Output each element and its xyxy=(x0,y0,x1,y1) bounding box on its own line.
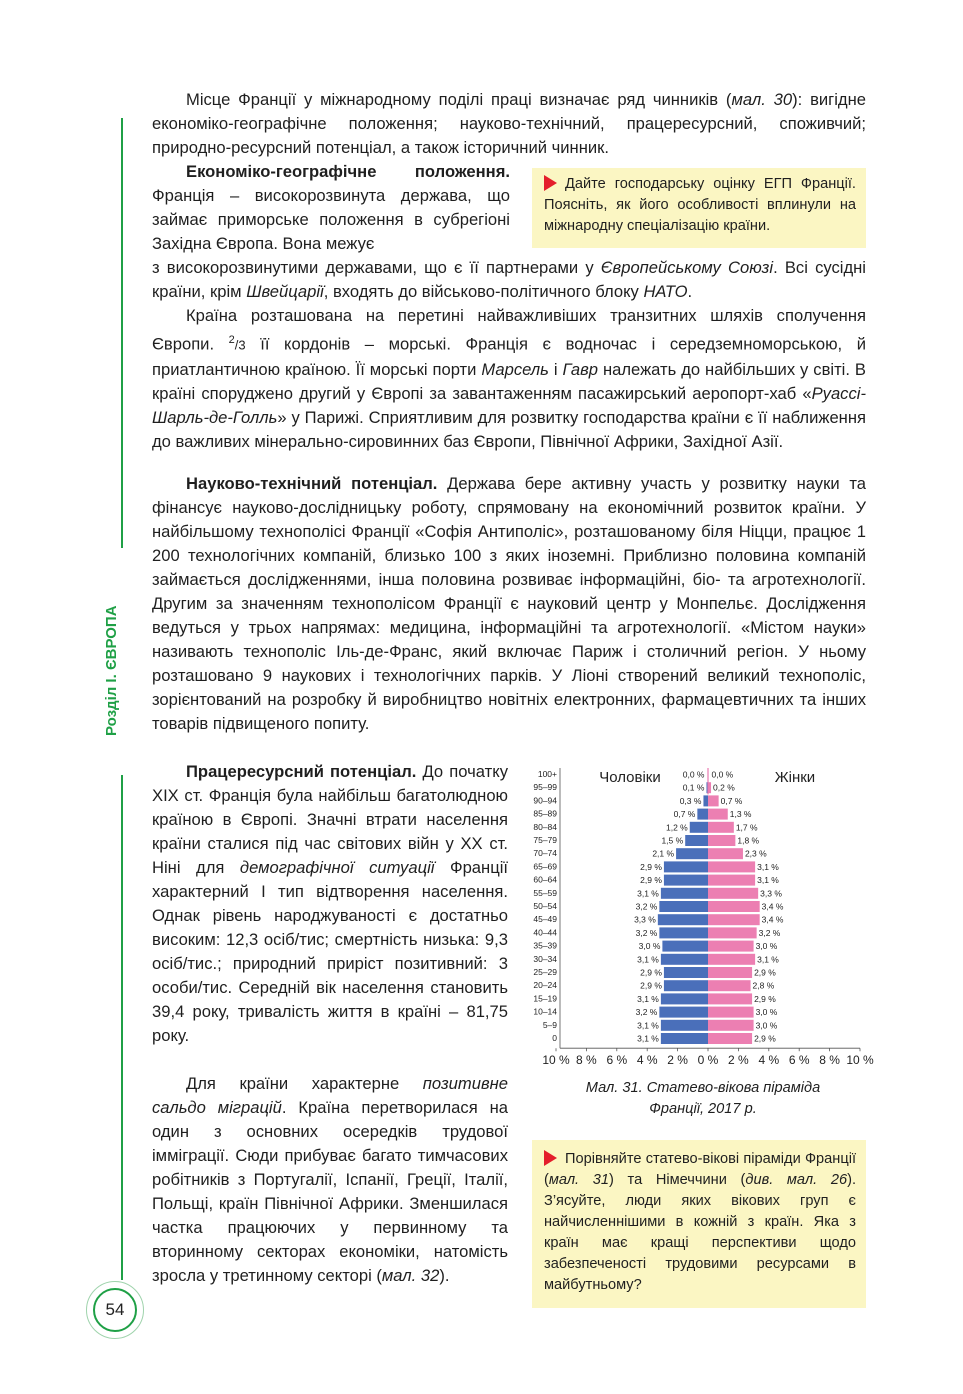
age-group-label: 65–69 xyxy=(533,861,557,872)
bar-women xyxy=(708,848,743,859)
data-label-men: 3,1 % xyxy=(637,993,659,1004)
age-group-label: 20–24 xyxy=(533,980,557,991)
task-callout-egp: Дайте господарську оцінку ЕГП Франції. Поясніть, як його особливості вплинули на міжнародну спеціалізацію країни. xyxy=(532,168,866,248)
x-tick-label: 8 % xyxy=(819,1053,840,1068)
x-tick-label: 8 % xyxy=(576,1053,597,1068)
data-label-women: 1,3 % xyxy=(729,809,752,820)
figure-caption: Мал. 31. Статево-вікова піраміда Франції, 2017 р. xyxy=(585,1080,821,1117)
age-group-label: 80–84 xyxy=(533,821,557,832)
bar-women xyxy=(708,1007,754,1018)
bar-women xyxy=(708,809,728,820)
data-label-women: 2,9 % xyxy=(754,967,776,978)
age-group-label: 60–64 xyxy=(533,874,557,885)
age-group-label: 35–39 xyxy=(533,940,557,951)
bar-women xyxy=(708,835,735,846)
bar-women xyxy=(708,967,752,978)
data-label-women: 0,7 % xyxy=(720,795,743,806)
bar-women xyxy=(708,927,757,938)
data-label-men: 2,9 % xyxy=(640,875,662,886)
data-label-women: 3,2 % xyxy=(758,927,781,938)
bar-women xyxy=(708,993,752,1004)
data-label-men: 3,1 % xyxy=(637,954,659,965)
bar-women xyxy=(708,1020,754,1031)
data-label-women: 1,7 % xyxy=(735,822,758,833)
age-group-label: 95–99 xyxy=(533,782,557,793)
x-tick-label: 2 % xyxy=(667,1053,688,1068)
data-label-men: 3,1 % xyxy=(637,1033,659,1044)
age-group-label: 15–19 xyxy=(533,993,557,1004)
x-tick-label: 2 % xyxy=(728,1053,749,1068)
data-label-women: 3,0 % xyxy=(755,941,778,952)
science-paragraph: Науково-технічний потенціал. Держава бере активну участь у розвитку науки та фінансує науково-дослідницьку роботу, спрямовану на економічний розвиток країни. У найбільшому технополісі Франції «Софія Антиполіс», розташованому біля Ніцци, працює 1 200 технологічних компаній, близько 100 з яких іноземні. Приблизно половина компаній займається дослідженнями, інша половина розвиває інформаційні, біо- та агротехнології. Другим за значенням технополісом Франції є науковий центр у Монпельє. Дослідження ведуться у трьох напрямах: медицина, інформаційні та агротехнології. «Містом науки» називають технополіс Іль-де-Франс, який включає Париж і столичний регіон. У ньому розташовано 9 наукових і технологічних парків. У Ліоні створений великий технополіс, зорієнтований на розробку й виробництво новітніх електронних, фармацевтичних та інших товарів підвищеного попиту. xyxy=(152,474,866,733)
bar-women xyxy=(708,888,758,899)
transit-paragraph: Країна розташована на перетині найважливіших транзитних шляхів сполучення Європи. $^2$/3 її кордонів – морські. Франція є водночас і середземноморською, й приатлантичною країною. Її морські порти Марсель і Гавр належать до найбільших у світі. В країні споруджено другий у Європі за завантаженням пасажирський аеропорт-хаб «Руассі-Шарль-де-Голль» у Парижі. Сприятливим для розвитку господарства країни є її наближення до важливих мінерально-сировинних баз Європи, Північної Африки, Західної Азії. xyxy=(152,306,866,451)
data-label-men: 3,2 % xyxy=(635,901,658,912)
intro-paragraph: Місце Франції у міжнародному поділі праці визначає ряд чинників (мал. 30): вигідне економіко-географічне положення; науково-технічний, працересурсний, споживчий; природно-ресурсний потенціал, а також історичний чинник. xyxy=(152,90,866,157)
data-label-women: 1,8 % xyxy=(737,835,760,846)
data-label-men: 2,9 % xyxy=(640,967,662,978)
data-label-men: 2,1 % xyxy=(652,848,675,859)
data-label-men: 2,9 % xyxy=(640,861,662,872)
bar-men xyxy=(661,1033,708,1044)
data-label-men: 3,1 % xyxy=(637,888,659,899)
legend-label-women: Жінки xyxy=(774,769,816,786)
x-tick-label: 10 % xyxy=(542,1053,570,1068)
data-label-men: 0,1 % xyxy=(682,782,705,793)
play-arrow-icon xyxy=(544,175,557,191)
data-label-women: 3,1 % xyxy=(757,861,779,872)
data-label-women: 2,9 % xyxy=(754,993,776,1004)
age-group-label: 45–49 xyxy=(533,914,557,925)
x-tick-label: 6 % xyxy=(788,1053,810,1068)
data-label-men: 0,3 % xyxy=(679,795,702,806)
data-label-men: 0,7 % xyxy=(673,809,696,820)
data-label-women: 3,1 % xyxy=(757,954,779,965)
bar-women xyxy=(708,875,755,886)
bar-women xyxy=(708,954,755,965)
bar-men xyxy=(661,993,708,1004)
sidebar-rule-top xyxy=(121,118,123,548)
age-group-label: 90–94 xyxy=(533,795,557,806)
bar-women xyxy=(708,861,755,872)
bar-men xyxy=(659,1007,708,1018)
egp-paragraph: Економіко-географічне положення. Франція – високорозвинута держава, що займає приморське положення в субрегіоні Західна Європа. Вона межує xyxy=(152,162,510,253)
x-tick-label: 4 % xyxy=(636,1053,658,1068)
x-tick-label: 6 % xyxy=(606,1053,628,1068)
age-group-label: 10–14 xyxy=(533,1006,557,1017)
bar-women xyxy=(708,1033,752,1044)
age-group-label: 85–89 xyxy=(533,808,557,819)
age-group-label: 100+ xyxy=(537,769,557,779)
bar-men xyxy=(703,795,708,806)
data-label-men: 1,2 % xyxy=(666,822,688,833)
data-label-women: 3,3 % xyxy=(760,888,782,899)
bar-men xyxy=(676,848,708,859)
bar-men xyxy=(659,901,708,912)
data-label-men: 2,9 % xyxy=(640,980,662,991)
egp-continuation: з високорозвинутими державами, що є її партнерами у Європейському Союзі. Всі сусідні країни, крім Швейцарії, входять до військово-політичного блоку НАТО. xyxy=(152,258,866,301)
data-label-men: 3,1 % xyxy=(637,1020,659,1031)
data-label-women: 3,0 % xyxy=(755,1020,778,1031)
bar-men xyxy=(661,1020,708,1031)
data-label-women: 0,0 % xyxy=(711,769,734,780)
bar-men xyxy=(664,980,708,991)
data-label-men: 3,2 % xyxy=(635,1007,658,1018)
play-arrow-icon xyxy=(544,1150,557,1166)
age-group-label: 70–74 xyxy=(533,848,557,859)
age-group-label: 25–29 xyxy=(533,967,557,977)
data-label-women: 3,4 % xyxy=(761,901,784,912)
bar-men xyxy=(661,954,708,965)
bar-women xyxy=(708,980,751,991)
data-label-men: 3,0 % xyxy=(638,941,661,952)
x-tick-label: 0 % xyxy=(697,1053,719,1068)
age-group-label: 30–34 xyxy=(533,953,557,964)
bar-men xyxy=(664,967,708,978)
page-number: 54 xyxy=(93,1288,137,1332)
bar-women xyxy=(708,795,719,806)
data-label-men: 0,0 % xyxy=(682,769,705,780)
population-pyramid-chart xyxy=(525,764,875,1070)
data-label-women: 2,8 % xyxy=(752,980,775,991)
data-label-men: 3,2 % xyxy=(635,927,658,938)
bar-men xyxy=(697,809,708,820)
bar-men xyxy=(658,914,708,925)
bar-men xyxy=(664,875,708,886)
task-callout-compare: Порівняйте статево-вікові піраміди Франції (мал. 31) та Німеччини (див. мал. 26). З’ясуйте, люди яких вікових груп є найчисленнішими в кожній з країн. Яка з країн має кращі перспективи щодо забезпеченості трудовими ресурсами в майбутньому? xyxy=(532,1140,866,1308)
bar-women xyxy=(708,914,760,925)
data-label-men: 3,3 % xyxy=(634,914,656,925)
bar-men xyxy=(685,835,708,846)
age-group-label: 75–79 xyxy=(533,835,557,845)
bar-women xyxy=(708,901,760,912)
data-label-women: 2,9 % xyxy=(754,1033,776,1044)
age-group-label: 50–54 xyxy=(533,901,557,911)
bar-men xyxy=(659,927,708,938)
data-label-women: 3,0 % xyxy=(755,1007,778,1018)
bar-men xyxy=(662,941,708,952)
bar-men xyxy=(664,861,708,872)
bar-men xyxy=(661,888,708,899)
age-group-label: 5–9 xyxy=(542,1019,557,1030)
legend-label-men: Чоловіки xyxy=(599,769,661,786)
data-label-women: 2,3 % xyxy=(744,848,767,859)
age-group-label: 0 xyxy=(552,1033,557,1043)
data-label-women: 3,4 % xyxy=(761,914,784,925)
data-label-women: 0,2 % xyxy=(713,782,735,793)
x-tick-label: 4 % xyxy=(758,1053,780,1068)
bar-men xyxy=(690,822,708,833)
data-label-women: 3,1 % xyxy=(757,875,779,886)
bar-women xyxy=(708,941,754,952)
migration-paragraph: Для країни характерне позитивне сальдо міграцій. Країна перетворилася на один з основних осередків трудової імміграції. Сюди прибуває багато тимчасових робітників з Португалії, Іспанії, Греції, Італії, Польщі, країн Північної Африки. Зменшилася частка працюючих у первинному та вторинному секторах економіки, натомість зросла у третинному секторі (мал. 32). xyxy=(152,1074,509,1285)
age-group-label: 55–59 xyxy=(533,887,557,898)
sidebar-rule-bottom xyxy=(121,775,123,1280)
labor-paragraph: Працересурсний потенціал. До початку XIX ст. Франція була найбільш багатолюдною країною в Європі. Значні втрати населення країни сталися під час світових війн у XX ст. Ніні для демографічної ситуації Франції характерний I тип відтворення населення. Однак рівень народжуваності є достатньо високим: 12,3 осіб/тис; смертність низька: 9,3 осіб/тис.; природний приріст позитивний: 3 особи/тис. Середній вік населення становить 39,4 року, тривалість життя в країні – 81,75 року. xyxy=(152,762,508,1045)
x-tick-label: 10 % xyxy=(846,1053,874,1068)
age-group-label: 40–44 xyxy=(533,927,557,938)
data-label-men: 1,5 % xyxy=(661,835,684,846)
bar-women xyxy=(708,822,734,833)
